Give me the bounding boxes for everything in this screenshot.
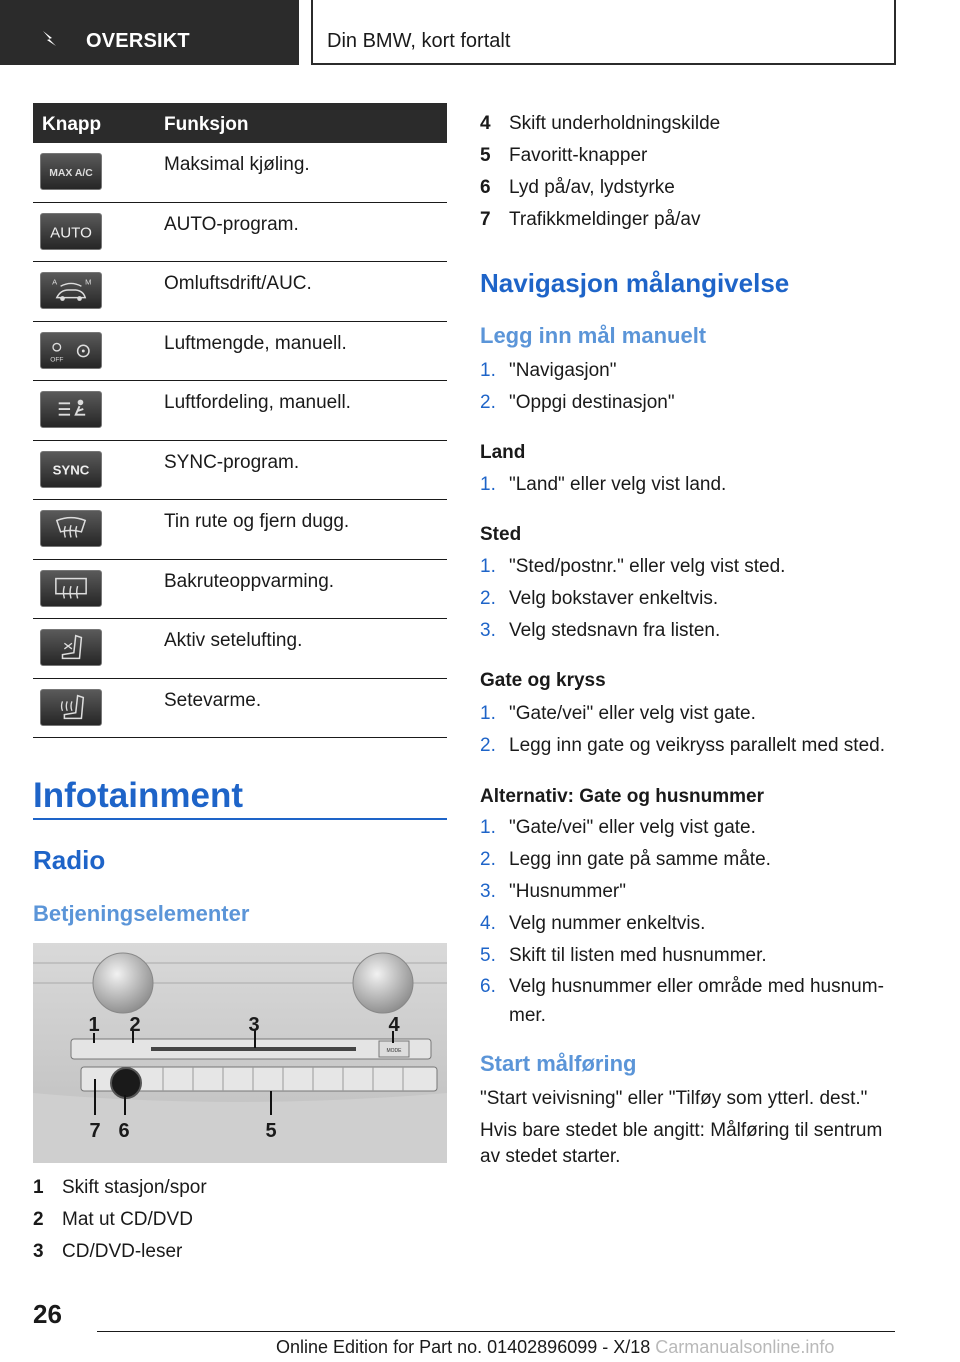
callout-1: 1 <box>88 1014 100 1036</box>
svg-text:A: A <box>52 277 58 287</box>
rear-window-heat-button-icon <box>40 570 102 607</box>
radio-legend-left <box>33 1172 447 1268</box>
radio-heading: Radio <box>33 845 106 875</box>
land-heading: Land <box>480 442 526 463</box>
function-text: Tin rute og fjern dugg. <box>164 511 350 532</box>
land-steps <box>480 469 895 501</box>
callout-7: 7 <box>89 1120 101 1142</box>
list-item: 1. "Gate/vei" eller velg vist gate. <box>480 703 756 724</box>
list-item: 2 Mat ut CD/DVD <box>33 1209 193 1230</box>
mode-label: MODE <box>386 1048 402 1054</box>
svg-text:M: M <box>85 277 92 287</box>
table-row <box>33 560 447 620</box>
table-header <box>33 103 447 143</box>
chapter-title: Din BMW, kort fortalt <box>327 30 511 52</box>
section-title: OVERSIKT <box>86 30 190 52</box>
table-row <box>33 262 447 322</box>
callout-6: 6 <box>118 1120 130 1142</box>
list-item: 5. Skift til listen med husnummer. <box>480 945 767 966</box>
defrost-button-icon <box>40 510 102 547</box>
list-item: 1. "Land" eller velg vist land. <box>480 474 727 495</box>
list-item: 1 Skift stasjon/spor <box>33 1177 207 1198</box>
table-row <box>33 441 447 501</box>
list-item: 5 Favoritt-knapper <box>480 145 648 166</box>
footer-text <box>276 1337 834 1358</box>
function-text: Setevarme. <box>164 689 262 711</box>
seat-ventilation-button-icon <box>40 629 102 666</box>
gate-steps <box>480 698 895 762</box>
infotainment-heading: Infotainment <box>33 776 243 815</box>
table-row <box>33 500 447 560</box>
list-item: 4 Skift underholdningskilde <box>480 113 721 134</box>
edition-text: Online Edition for Part no. 01402896099 - X/18 <box>276 1337 651 1357</box>
function-text: Bakruteoppvarming. <box>164 570 335 592</box>
function-text: Aktiv setelufting. <box>164 630 303 651</box>
list-item: 2. Velg bokstaver enkeltvis. <box>480 588 719 609</box>
function-text: Omluftsdrift/AUC. <box>164 273 312 294</box>
callout-5: 5 <box>265 1120 277 1142</box>
table-row <box>33 619 447 679</box>
col-header-function: Funksjon <box>164 114 249 135</box>
list-item: 1. "Sted/postnr." eller velg vist sted. <box>480 556 786 577</box>
alternative-heading: Alternativ: Gate og husnummer <box>480 786 764 807</box>
table-row <box>33 143 447 203</box>
max-ac-button-icon <box>40 153 102 190</box>
list-item: 3. "Husnummer" <box>480 881 626 902</box>
fan-button-icon <box>40 332 102 369</box>
chapter-header <box>311 0 896 65</box>
list-item: 2. Legg inn gate på samme måte. <box>480 849 771 870</box>
function-text: AUTO-program. <box>164 213 299 235</box>
list-item: 1. "Gate/vei" eller velg vist gate. <box>480 817 756 838</box>
radio-legend-right <box>480 108 895 236</box>
controls-subheading: Betjeningselementer <box>33 901 250 926</box>
callout-3: 3 <box>248 1014 260 1036</box>
manual-subheading: Legg inn mål manuelt <box>480 323 707 348</box>
manual-steps <box>480 355 895 419</box>
callout-4: 4 <box>388 1014 400 1036</box>
footer-divider <box>97 1331 895 1332</box>
page-number: 26 <box>33 1299 62 1329</box>
table-row <box>33 679 447 739</box>
start-note: Hvis bare stedet ble angitt: Målføring til sentrum av stedet starter. <box>480 1120 883 1167</box>
radio-controls-photo <box>33 943 447 1163</box>
auto-label: AUTO <box>50 224 92 242</box>
start-subheading: Start målføring <box>480 1051 637 1076</box>
bmw-star-icon <box>40 28 60 48</box>
sync-button-icon <box>40 451 102 488</box>
start-text: "Start veivisning" eller "Tilføy som ytterl. dest." <box>480 1088 868 1109</box>
list-item: 3 CD/DVD-leser <box>33 1241 183 1262</box>
seat-heating-button-icon <box>40 689 102 726</box>
svg-text:OFF: OFF <box>50 355 64 363</box>
list-item: 4. Velg nummer enkeltvis. <box>480 913 706 934</box>
function-text: Maksimal kjøling. <box>164 154 310 175</box>
function-text: Luftfordeling, manuell. <box>164 392 351 413</box>
navigation-heading: Navigasjon målangivelse <box>480 268 790 298</box>
list-item: 2. Legg inn gate og veikryss parallelt med sted. <box>480 735 885 756</box>
sted-heading: Sted <box>480 524 522 545</box>
alternative-steps <box>480 812 895 1030</box>
list-item: 6. Velg husnummer eller område med husnum‐mer. <box>480 976 884 1026</box>
table-row <box>33 203 447 263</box>
heading-divider <box>33 818 447 820</box>
function-text: SYNC-program. <box>164 451 300 473</box>
auto-button-icon <box>40 213 102 250</box>
list-item: 7 Trafikkmeldinger på/av <box>480 209 701 230</box>
sync-label: SYNC <box>52 462 90 478</box>
section-tab[interactable] <box>0 0 299 65</box>
list-item: 6 Lyd på/av, lydstyrke <box>480 177 675 198</box>
gate-heading: Gate og kryss <box>480 670 606 691</box>
max-ac-label: MAX A/C <box>49 167 93 179</box>
list-item: 3. Velg stedsnavn fra listen. <box>480 620 721 641</box>
climate-controls-table <box>33 103 447 738</box>
col-header-button: Knapp <box>42 114 102 135</box>
callout-2: 2 <box>129 1014 141 1036</box>
function-text: Luftmengde, manuell. <box>164 332 347 354</box>
sted-steps <box>480 551 895 647</box>
table-row <box>33 322 447 382</box>
air-distribution-button-icon <box>40 391 102 428</box>
table-row <box>33 381 447 441</box>
list-item: 2. "Oppgi destinasjon" <box>480 392 675 413</box>
recirculation-button-icon <box>40 272 102 309</box>
watermark-text: Carmanualsonline.info <box>655 1337 835 1357</box>
list-item: 1. "Navigasjon" <box>480 360 617 381</box>
